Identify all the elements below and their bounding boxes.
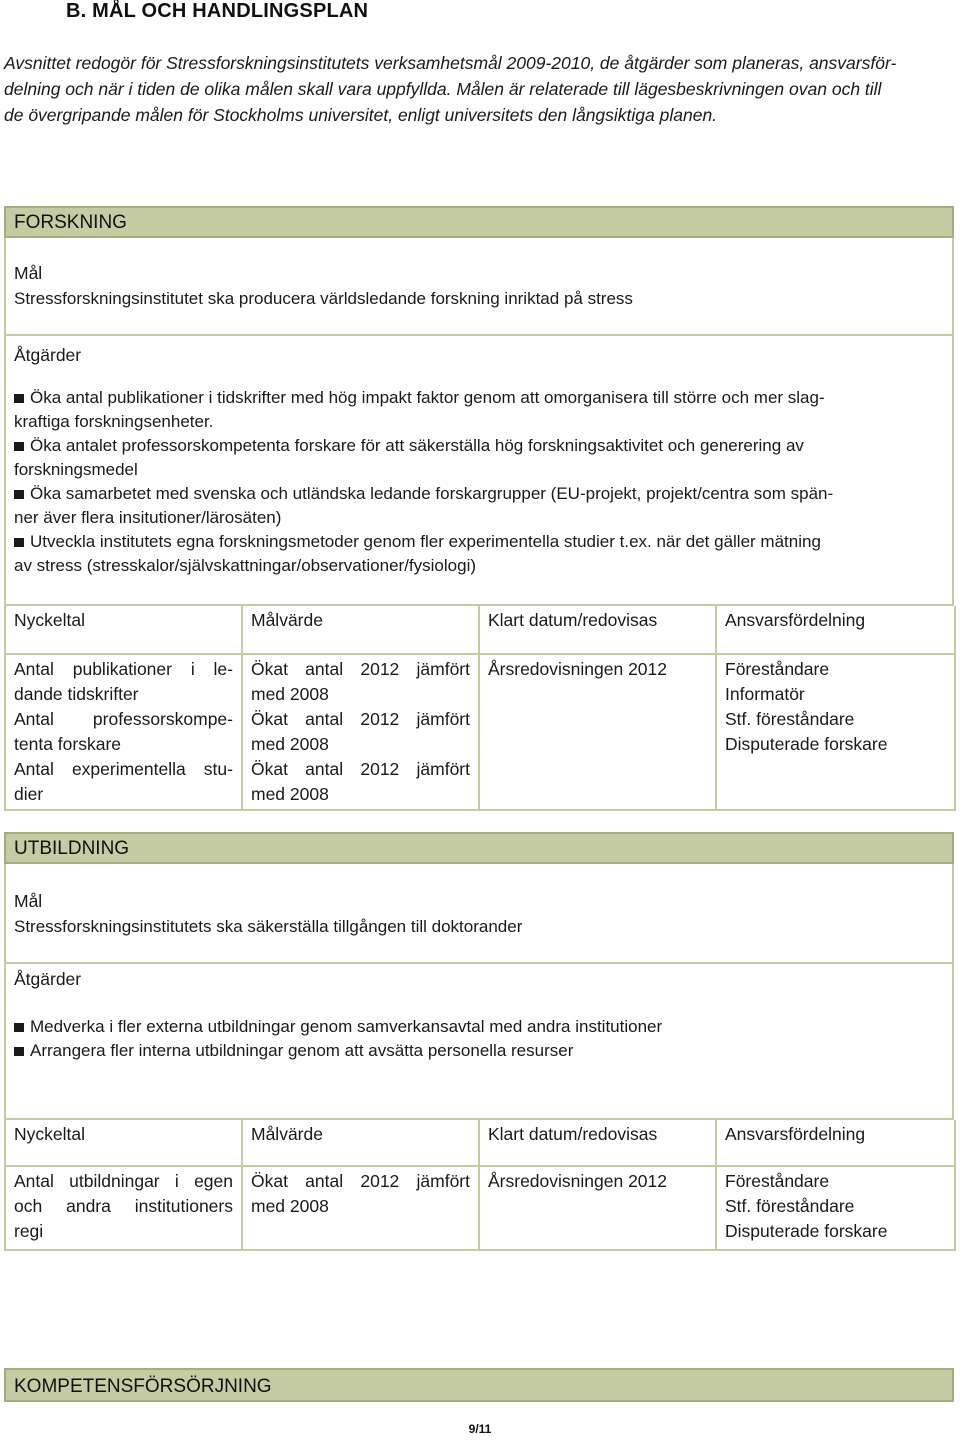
cell-line: Informatör bbox=[725, 684, 805, 704]
cell-line: Antal publikationer i le- bbox=[14, 659, 233, 679]
atgarder-label: Åtgärder bbox=[14, 969, 82, 989]
utbildning-nyckeltal-table bbox=[4, 1120, 956, 1251]
atgard-line-continued: av stress (stresskalor/självskattningar/observationer/fysiologi) bbox=[14, 556, 477, 575]
page-number: 9/11 bbox=[468, 1422, 492, 1436]
section-heading: B. MÅL OCH HANDLINGSPLAN bbox=[66, 0, 369, 22]
atgard-item bbox=[14, 530, 944, 578]
utbildning-atgarder-box bbox=[4, 964, 954, 1120]
cell-line: och andra institutioners bbox=[14, 1196, 233, 1216]
cell-line: Disputerade forskare bbox=[725, 1221, 888, 1241]
atgard-line-continued: ner äver flera insitutioner/lärosäten) bbox=[14, 508, 282, 527]
cell-line: Årsredovisningen 2012 bbox=[488, 1171, 668, 1191]
kompetens-panel bbox=[4, 1368, 954, 1402]
cell-line: med 2008 bbox=[251, 684, 329, 704]
header-nyckeltal: Nyckeltal bbox=[5, 1120, 242, 1166]
atgard-line: Utveckla institutets egna forskningsmetoder genom fler experimentella studier t.ex. när det gäller mätning bbox=[14, 530, 944, 554]
table-header-row bbox=[5, 1120, 955, 1166]
atgard-item: Arrangera fler interna utbildningar genom att avsätta personella resurser bbox=[14, 1039, 944, 1063]
cell-line: Disputerade forskare bbox=[725, 734, 888, 754]
header-klart-datum: Klart datum/redovisas bbox=[479, 1120, 716, 1166]
header-nyckeltal: Nyckeltal bbox=[5, 606, 242, 654]
utbildning-mal-box bbox=[4, 864, 954, 964]
header-ansvar: Ansvarsfördelning bbox=[716, 606, 955, 654]
cell-klart-datum bbox=[479, 654, 716, 810]
table-header-row bbox=[5, 606, 955, 654]
cell-line: dande tidskrifter bbox=[14, 684, 139, 704]
cell-line: Föreståndare bbox=[725, 1171, 830, 1191]
atgard-line-continued: forskningsmedel bbox=[14, 460, 138, 479]
utbildning-title: UTBILDNING bbox=[14, 838, 130, 859]
forskning-atgarder-box bbox=[4, 336, 954, 606]
forskning-mal-box bbox=[4, 238, 954, 336]
table-row bbox=[5, 1166, 955, 1250]
cell-ansvar bbox=[716, 654, 955, 810]
cell-ansvar bbox=[716, 1166, 955, 1250]
cell-klart-datum bbox=[479, 1166, 716, 1250]
cell-line: Årsredovisningen 2012 bbox=[488, 659, 668, 679]
cell-line: tenta forskare bbox=[14, 734, 121, 754]
cell-line: Antal professorskompe- bbox=[14, 709, 233, 729]
forskning-nyckeltal-table bbox=[4, 606, 956, 811]
header-ansvar: Ansvarsfördelning bbox=[716, 1120, 955, 1166]
atgarder-list bbox=[14, 386, 944, 578]
atgarder-list bbox=[14, 1015, 944, 1063]
cell-malvarde bbox=[242, 654, 479, 810]
atgard-item bbox=[14, 482, 944, 530]
header-malvarde: Målvärde bbox=[242, 1120, 479, 1166]
atgard-line-continued: kraftiga forskningsenheter. bbox=[14, 412, 214, 431]
cell-line: Stf. föreståndare bbox=[725, 709, 855, 729]
cell-line: Föreståndare bbox=[725, 659, 830, 679]
atgard-line: Öka samarbetet med svenska och utländska ledande forskargrupper (EU-projekt, projekt/centra som spän- bbox=[14, 482, 944, 506]
header-malvarde: Målvärde bbox=[242, 606, 479, 654]
atgard-line: Öka antalet professorskompetenta forskare för att säkerställa hög forskningsaktivitet och generering av bbox=[14, 434, 944, 458]
cell-line: Antal utbildningar i egen bbox=[14, 1171, 233, 1191]
atgarder-label: Åtgärder bbox=[14, 345, 82, 365]
cell-line: med 2008 bbox=[251, 1196, 329, 1216]
header-klart-datum: Klart datum/redovisas bbox=[479, 606, 716, 654]
cell-line: regi bbox=[14, 1221, 44, 1241]
cell-line: Ökat antal 2012 jämfört bbox=[251, 659, 470, 679]
cell-nyckeltal bbox=[5, 654, 242, 810]
atgard-item: Medverka i fler externa utbildningar genom samverkansavtal med andra institutioner bbox=[14, 1015, 944, 1039]
intro-line: delning och när i tiden de olika målen skall vara uppfyllda. Målen är relaterade till lägesbeskrivningen ovan och till bbox=[4, 79, 882, 99]
atgard-line: Öka antal publikationer i tidskrifter med hög impakt faktor genom att omorganisera till större och mer slag- bbox=[14, 386, 944, 410]
kompetens-title-bar bbox=[4, 1368, 954, 1402]
kompetens-title: KOMPETENSFÖRSÖRJNING bbox=[14, 1376, 272, 1397]
cell-line: Ökat antal 2012 jämfört bbox=[251, 759, 470, 779]
atgard-item bbox=[14, 386, 944, 434]
atgard-item bbox=[14, 434, 944, 482]
mal-label: Mål bbox=[14, 263, 43, 283]
intro-line: de övergripande målen för Stockholms universitet, enligt universitets den långsiktiga planen. bbox=[4, 105, 718, 125]
intro-paragraph bbox=[4, 50, 956, 128]
cell-malvarde bbox=[242, 1166, 479, 1250]
forskning-panel bbox=[4, 206, 954, 811]
cell-line: Ökat antal 2012 jämfört bbox=[251, 709, 470, 729]
table-row bbox=[5, 654, 955, 810]
cell-line: med 2008 bbox=[251, 734, 329, 754]
mal-label: Mål bbox=[14, 891, 43, 911]
forskning-title: FORSKNING bbox=[14, 212, 127, 233]
utbildning-title-bar bbox=[4, 832, 954, 864]
cell-line: Ökat antal 2012 jämfört bbox=[251, 1171, 470, 1191]
mal-text: Stressforskningsinstitutets ska säkerställa tillgången till doktorander bbox=[14, 917, 523, 936]
cell-nyckeltal bbox=[5, 1166, 242, 1250]
cell-line: med 2008 bbox=[251, 784, 329, 804]
forskning-title-bar bbox=[4, 206, 954, 238]
cell-line: dier bbox=[14, 784, 44, 804]
cell-line: Antal experimentella stu- bbox=[14, 759, 233, 779]
utbildning-panel bbox=[4, 832, 954, 1251]
intro-line: Avsnittet redogör för Stressforskningsinstitutets verksamhetsmål 2009-2010, de åtgärder som planeras, ansvarsför- bbox=[4, 53, 897, 73]
mal-text: Stressforskningsinstitutet ska producera världsledande forskning inriktad på stress bbox=[14, 289, 633, 308]
cell-line: Stf. föreståndare bbox=[725, 1196, 855, 1216]
